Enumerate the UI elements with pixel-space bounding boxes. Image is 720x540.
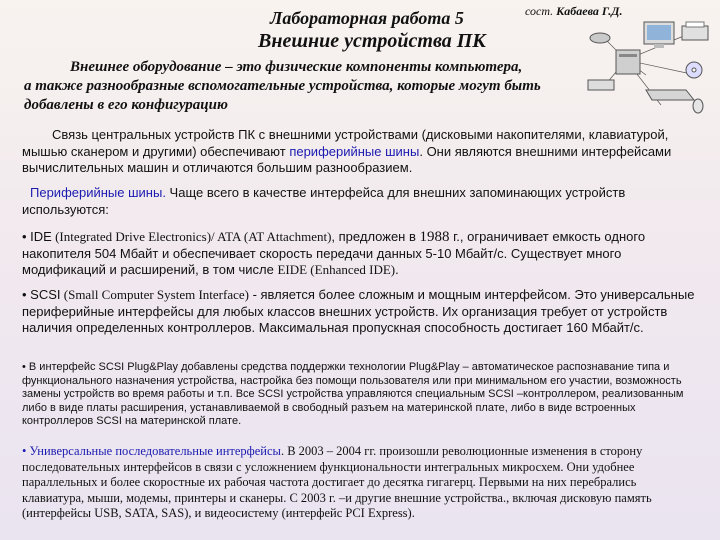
p6-highlight: • Универсальные последовательные интерфейсы — [22, 444, 281, 458]
p5-text: • В интерфейс SCSI Plug&Play добавлены средства поддержки технологии Plug&Play – автоматическое распознавание типа и функционального назначения устройства, настройка без помощи пользователя или при минимальном его участии, возможность замены устройств во время работы и т.п. Все SCSI устройства управляются специальным SCSI –контроллером, реализованным либо в виде платы расширения, устанавливаемой в свободный разъем на материнской плате, либо в виде встроенных контроллеров SCSI на материнской плате. — [22, 361, 684, 427]
paragraph-scsi — [22, 287, 698, 337]
p6-text: . В 2003 – 2004 гг. произошли революционные изменения в сторону последовательных интерфейсов в связи с усложнением функциональности интегральных микросхем. Они удобнее параллельных и более скоростные их рабочая частота достигает до десятка гигагерц. Первыми на них перебрались клавиатура, мыши, модемы, принтеры и сканеры. С 2003 г. –и другие внешние устройства., включая дисковую память (интерфейсы USB, SATA, SAS), и видеосистему (интерфейс PCI Express). — [22, 444, 652, 520]
p3-text-b: г., ограничивает емкость одного накопителя 504 Мбайт и обеспечивает скорость передачи данных 5-10 Мбайт/с. Существует много модификаций и расширений, в том числе — [22, 229, 646, 277]
p4-serif-1: (Small Computer System Interface) — [60, 287, 249, 302]
paragraph-connections — [22, 127, 698, 177]
keyboard-icon — [646, 90, 694, 100]
p4-text: - является более сложным и мощным интерфейсом. Это универсальные периферийные интерфейсы для любых классов внешних устройств. Их организация требует от устройств наличия определенных контроллеров. Максимальная пропускная способность достигает 160 Мбайт/с. — [22, 287, 695, 335]
cd-icon — [686, 62, 702, 78]
mouse-icon — [693, 99, 703, 113]
author-prefix: сост. — [525, 4, 554, 18]
p3-text-a: , предложен в — [331, 229, 420, 244]
intro-line-1: Внешнее оборудование – это физические компоненты компьютера, — [70, 59, 523, 75]
p4-bullet: • SCSI — [22, 287, 61, 302]
page-title: Внешние устройства ПК — [258, 30, 486, 52]
monitor-icon — [644, 22, 674, 48]
p1-highlight: периферийные шины — [289, 143, 420, 159]
intro-line-2: а также разнообразные вспомогательные устройства, которые могут быть — [24, 78, 541, 94]
lab-title: Лабораторная работа 5 — [270, 8, 464, 28]
author-credit — [525, 4, 622, 19]
disk-icon — [590, 33, 610, 43]
intro-definition — [24, 58, 624, 115]
paragraph-peripheral-buses — [22, 185, 698, 218]
p2-text: Чаще всего в качестве интерфейса для внешних запоминающих устройств используются: — [22, 185, 626, 217]
p3-serif-2: EIDE (Enhanced IDE) — [277, 262, 396, 277]
intro-line-3: добавлены в его конфигурацию — [24, 97, 228, 113]
p3-serif-1: (Integrated Drive Electronics)/ ATA (AT Attachment) — [51, 229, 332, 244]
p2-highlight: Периферийные шины. — [30, 185, 166, 200]
paragraph-serial-interfaces — [22, 444, 698, 522]
p3-bullet: • IDE — [22, 229, 52, 244]
paragraph-ide — [22, 229, 698, 279]
printer-icon — [682, 22, 708, 40]
p1-text-b: . Они являются внешними интерфейсами вычислительных машин и отличаются большим разнообразием. — [22, 143, 672, 175]
p3-year: 1988 — [419, 229, 450, 245]
p3-text-c: . — [395, 262, 399, 277]
paragraph-plug-and-play — [22, 361, 698, 429]
p1-text-a: Связь центральных устройств ПК с внешними устройствами (дисковыми накопителями, клавиатурой, мышью сканером и другими) обеспечивают — [22, 127, 669, 159]
author-name: Кабаева Г.Д. — [556, 4, 623, 18]
